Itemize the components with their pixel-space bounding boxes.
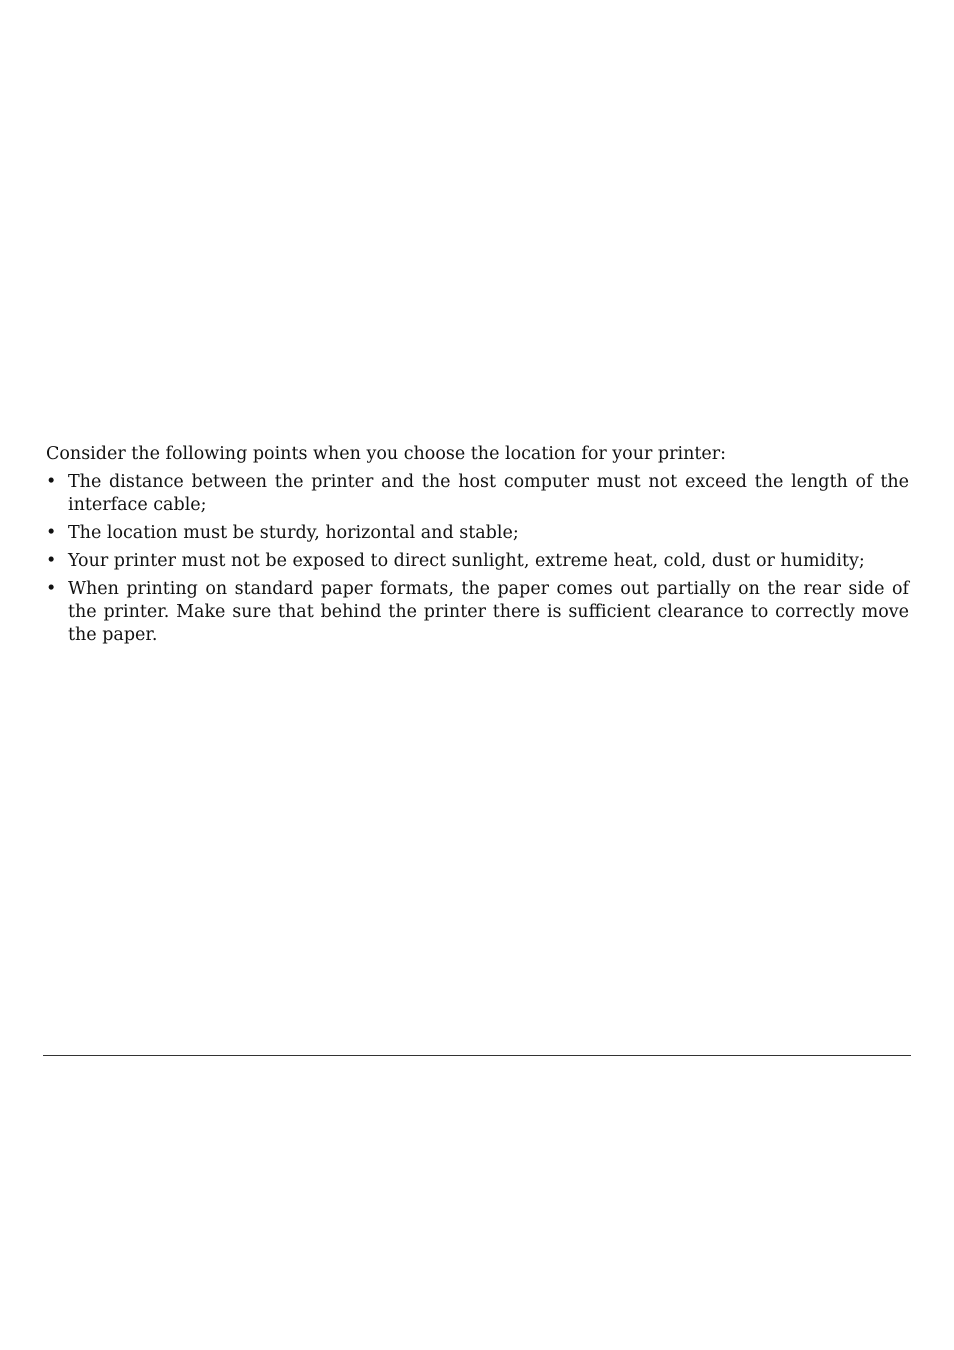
list-item <box>46 471 909 517</box>
list-item-text: Your printer must not be exposed to direct sunlight, extreme heat, cold, dust or humidity; <box>68 551 865 571</box>
list-item <box>46 550 909 573</box>
list-item <box>46 578 909 647</box>
page-content <box>46 443 909 652</box>
list-item-text: The distance between the printer and the host computer must not exceed the length of the interface cable; <box>68 472 909 515</box>
intro-paragraph: Consider the following points when you choose the location for your printer: <box>46 444 726 464</box>
bullet-icon: • <box>46 472 57 492</box>
bullet-icon: • <box>46 551 57 571</box>
list-item-text: The location must be sturdy, horizontal and stable; <box>68 523 519 543</box>
footer-divider <box>43 1055 911 1056</box>
bullet-icon: • <box>46 579 57 599</box>
list-item-text: When printing on standard paper formats, the paper comes out partially on the rear side of the printer. Make sure that behind the printer there is sufficient clearance to correctly move the paper. <box>68 579 909 645</box>
location-points-list <box>46 471 909 647</box>
list-item <box>46 522 909 545</box>
bullet-icon: • <box>46 523 57 543</box>
